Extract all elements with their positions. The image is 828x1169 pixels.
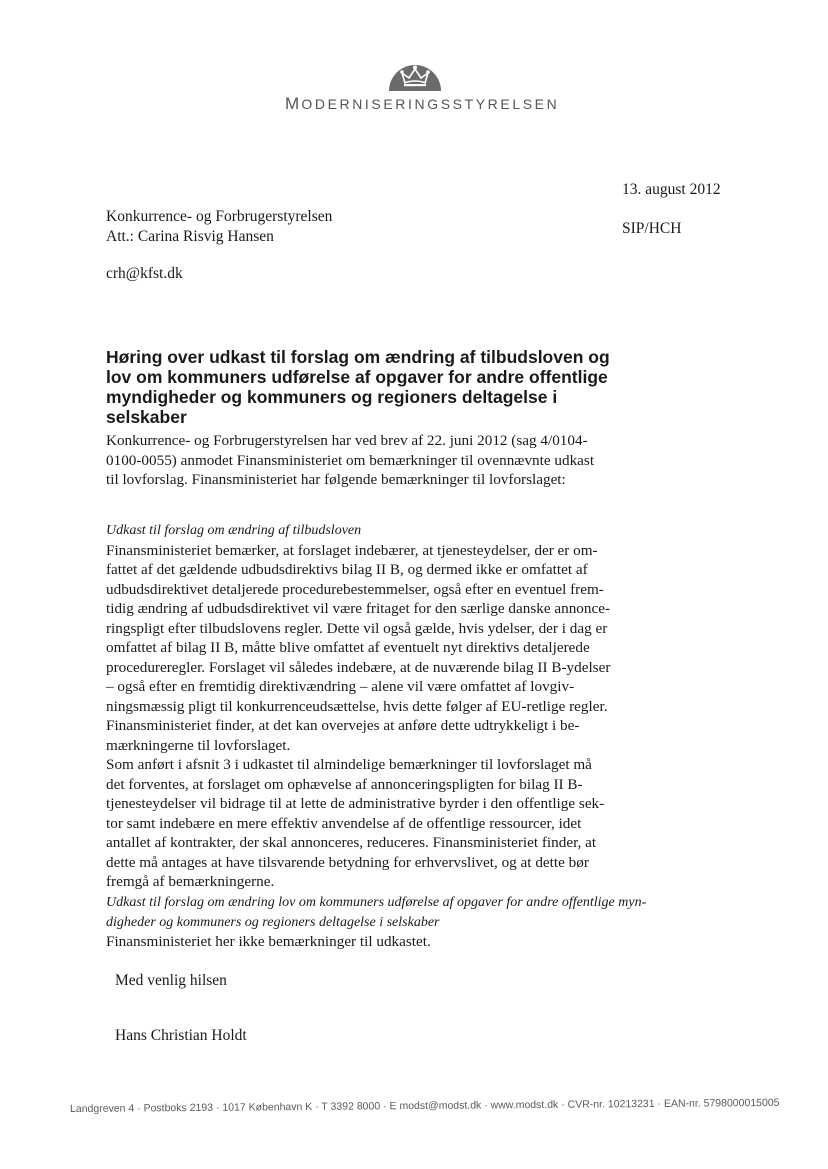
paragraph-line: det forventes, at forslaget om ophævelse af annonceringspligten for bilag II B-	[106, 775, 583, 793]
section-heading: Udkast til forslag om ændring lov om kommuners udførelse af opgaver for andre offentlige myn-	[106, 895, 647, 910]
section-line: mærkningerne til lovforslaget.	[106, 736, 291, 754]
recipient-name: Konkurrence- og Forbrugerstyrelsen	[106, 208, 333, 225]
recipient-block	[106, 207, 332, 247]
section-heading: digheder og kommuners og regioners deltagelse i selskaber	[106, 914, 440, 930]
section-line: tidig ændring af udbudsdirektivet vil være fritaget for den særlige danske annonce-	[106, 600, 611, 617]
intro-line: til lovforslag. Finansministeriet har følgende bemærkninger til lovforslaget:	[106, 471, 566, 488]
section-tilbudsloven	[106, 521, 626, 755]
intro-line: Konkurrence- og Forbrugerstyrelsen har ved brev af 22. juni 2012 (sag 4/0104-	[106, 432, 588, 449]
section-body: Finansministeriet her ikke bemærkninger til udkastet.	[106, 933, 431, 950]
section-line: ringspligt efter tilbudslovens regler. Dette vil også gælde, hvis ydelser, der i dag er	[106, 619, 608, 637]
paragraph-line: antallet af kontrakter, der skal annonceres, reduceres. Finansministeriet finder, at	[106, 834, 597, 851]
paragraph-line: dette må antages at have tilsvarende betydning for erhvervslivet, og at dette bør	[106, 853, 589, 871]
letter-date: 13. august 2012	[622, 181, 721, 198]
section-line: Finansministeriet finder, at det kan overvejes at anføre dette udtrykkeligt i be-	[106, 717, 580, 734]
paragraph-line: Som anført i afsnit 3 i udkastet til almindelige bemærkninger til lovforslaget må	[106, 756, 592, 773]
section-heading: Udkast til forslag om ændring af tilbudsloven	[106, 523, 362, 538]
organization-name-rest: ODERNISERINGSSTYRELSEN	[301, 96, 560, 112]
recipient-attention: Att.: Carina Risvig Hansen	[106, 228, 274, 245]
section-line: omfattet af bilag II B, måtte blive omfattet af eventuelt nyt direktivs detaljerede	[106, 639, 590, 656]
organization-name	[285, 94, 560, 114]
signatory-name: Hans Christian Holdt	[115, 1027, 247, 1044]
section-line: – også efter en fremtidig direktivændring – alene vil være omfattet af lovgiv-	[106, 678, 575, 695]
section-kommuner	[106, 893, 647, 952]
paragraph-line: fremgå af bemærkningerne.	[106, 873, 275, 890]
section-line: procedureregler. Forslaget vil således indebære, at de nuværende bilag II B-ydelser	[106, 658, 611, 676]
closing-salutation: Med venlig hilsen	[115, 972, 227, 989]
paragraph-line: tjenesteydelser vil bidrage til at lette de administrative byrder i den offentlige sek-	[106, 795, 605, 812]
letter-title: Høring over udkast til forslag om ændring af tilbudsloven og lov om kommuners udførelse af opgaver for andre offentlige myndigheder og kommuners og regioners deltagelse i selskaber	[106, 347, 610, 427]
letterhead-logo	[285, 58, 560, 114]
intro-line: 0100-0055) anmodet Finansministeriet om bemærkninger til ovennævnte udkast	[106, 451, 595, 469]
paragraph-line: tor samt indebære en mere effektiv anvendelse af de offentlige ressourcer, idet	[106, 814, 582, 832]
paragraph-administrative-burden	[106, 755, 626, 892]
section-line: fattet af det gældende udbudsdirektivs bilag II B, og dermed ikke er omfattet af	[106, 561, 588, 578]
footer-contact: Landgreven 4 · Postboks 2193 · 1017 København K · T 3392 8000 · E modst@modst.dk · www.modst.dk · CVR-nr. 10213231 · EAN-nr. 5798000015005	[69, 1096, 780, 1116]
organization-initial: M	[285, 94, 302, 113]
reference-code: SIP/HCH	[622, 220, 682, 237]
section-line: ningsmæssig pligt til konkurrenceudsættelse, hvis dette følger af EU-retlige regler.	[106, 697, 608, 715]
section-line: Finansministeriet bemærker, at forslaget indebærer, at tjenesteydelser, der er om-	[106, 541, 598, 559]
recipient-email: crh@kfst.dk	[106, 265, 183, 282]
crown-icon	[387, 58, 443, 92]
section-line: udbudsdirektivet detaljerede procedurebestemmelser, også efter en eventuel frem-	[106, 580, 604, 598]
intro-paragraph	[106, 431, 626, 490]
